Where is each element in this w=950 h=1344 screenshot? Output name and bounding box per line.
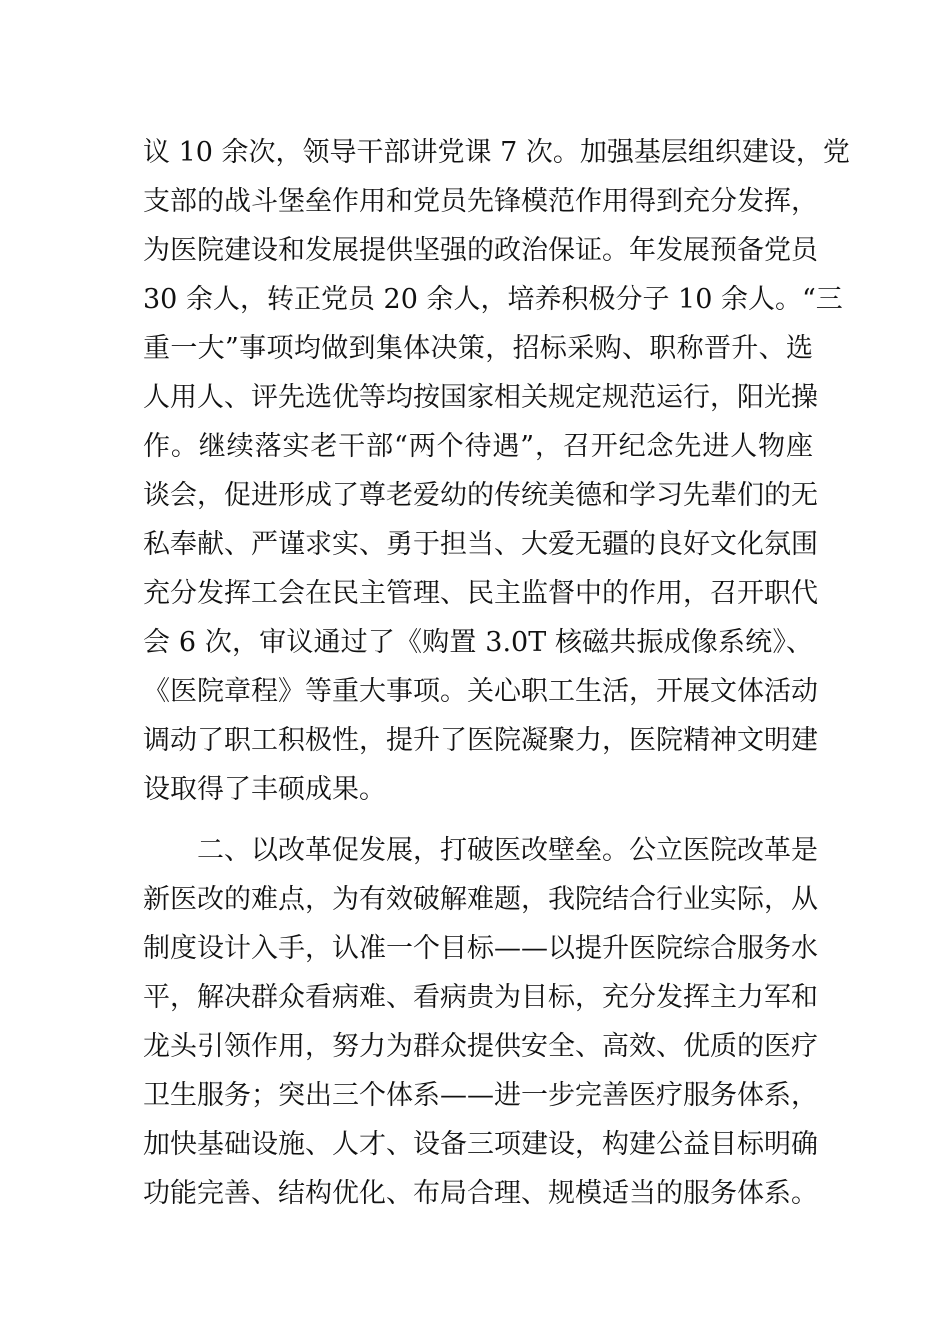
text-line: 平，解决群众看病难、看病贵为目标，充分发挥主力军和 — [143, 982, 818, 1013]
text-line: 卫生服务；突出三个体系——进一步完善医疗服务体系， — [143, 1080, 818, 1111]
text-line: 会 6 次，审议通过了《购置 3.0T 核磁共振成像系统》、 — [143, 627, 813, 658]
text-line: 制度设计入手，认准一个目标——以提升医院综合服务水 — [143, 933, 818, 964]
text-line: 功能完善、结构优化、布局合理、规模适当的服务体系。 — [143, 1178, 818, 1209]
text-line: 为医院建设和发展提供坚强的政治保证。年发展预备党员 — [143, 235, 818, 266]
text-line: 重一大”事项均做到集体决策，招标采购、职称晋升、选 — [143, 333, 813, 364]
text-line: 充分发挥工会在民主管理、民主监督中的作用，召开职代 — [143, 578, 818, 609]
text-line: 加快基础设施、人才、设备三项建设，构建公益目标明确 — [143, 1129, 818, 1160]
text-line: 私奉献、严谨求实、勇于担当、大爱无疆的良好文化氛围 — [143, 529, 818, 560]
text-line: 议 10 余次，领导干部讲党课 7 次。加强基层组织建设，党 — [143, 137, 850, 168]
text-line: 支部的战斗堡垒作用和党员先锋模范作用得到充分发挥， — [143, 186, 818, 217]
text-line: 二、以改革促发展，打破医改壁垒。公立医院改革是 — [197, 835, 818, 866]
text-line: 人用人、评先选优等均按国家相关规定规范运行，阳光操 — [143, 382, 818, 413]
text-line: 设取得了丰硕成果。 — [143, 774, 386, 805]
text-line: 30 余人，转正党员 20 余人，培养积极分子 10 余人。“三 — [143, 284, 843, 315]
text-line: 作。继续落实老干部“两个待遇”，召开纪念先进人物座 — [143, 431, 813, 462]
text-line: 《医院章程》等重大事项。关心职工生活，开展文体活动 — [143, 676, 818, 707]
text-line: 龙头引领作用，努力为群众提供安全、高效、优质的医疗 — [143, 1031, 818, 1062]
text-line: 调动了职工积极性，提升了医院凝聚力，医院精神文明建 — [143, 725, 818, 756]
text-line: 谈会，促进形成了尊老爱幼的传统美德和学习先辈们的无 — [143, 480, 818, 511]
text-line: 新医改的难点，为有效破解难题，我院结合行业实际，从 — [143, 884, 818, 915]
